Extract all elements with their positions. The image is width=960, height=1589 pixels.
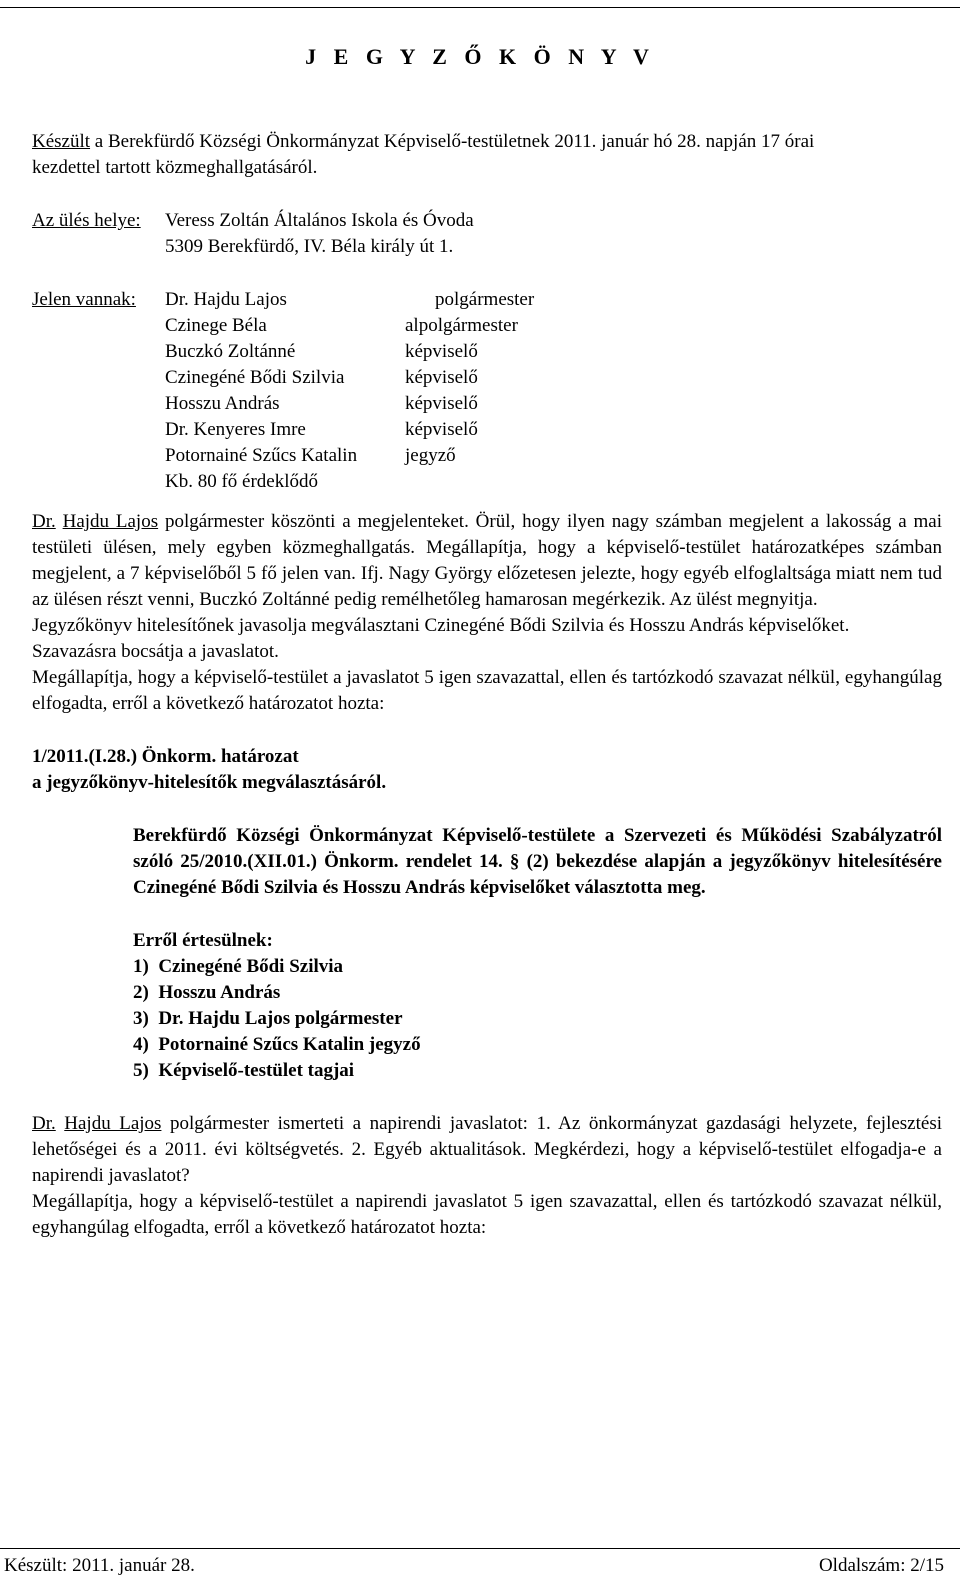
- document-title: J E G Y Z Ő K Ö N Y V: [305, 44, 655, 69]
- venue-label: Az ülés helye:: [32, 210, 141, 231]
- attendee-role: alpolgármester: [405, 315, 518, 336]
- attendee-name: Dr. Kenyeres Imre: [165, 419, 306, 440]
- attendee-role: képviselő: [405, 367, 478, 388]
- authenticator-proposal: Jegyzőkönyv hitelesítőnek javasolja megválasztani Czinegéné Bődi Szilvia és Hosszu András képviselőket.: [32, 615, 850, 636]
- attendees-label: Jelen vannak:: [32, 289, 136, 310]
- attendee-row: [32, 339, 942, 365]
- mayor-name: Hajdu Lajos: [64, 1113, 162, 1134]
- intro-text: a Berekfürdő Községi Önkormányzat Képviselő-testületnek 2011. január hó 28. napján 17 órai: [90, 131, 815, 152]
- attendee-row: [32, 313, 942, 339]
- attendee-row: [32, 391, 942, 417]
- resolution-number: 1/2011.(I.28.) Önkorm. határozat: [32, 746, 299, 767]
- venue-line-2: 5309 Berekfürdő, IV. Béla király út 1.: [165, 236, 454, 257]
- attendee-role: képviselő: [405, 419, 478, 440]
- agenda-text: polgármester ismerteti a napirendi javaslatot: 1. Az önkormányzat gazdasági helyzete, fejlesztési lehetőségei és a 2011. évi költségvetés. 2. Egyéb aktualitások. Megkérdezi, hogy a képviselő-testület elfogadja-e a napirendi javaslatot?: [32, 1113, 942, 1186]
- document-body: [32, 129, 942, 1241]
- attendee-name: Czinege Béla: [165, 315, 267, 336]
- attendees-table: [32, 287, 942, 495]
- attendee-name: Czinegéné Bődi Szilvia: [165, 367, 345, 388]
- notify-item: 5) Képviselő-testület tagjai: [133, 1060, 355, 1081]
- agenda-paragraph: [32, 1111, 942, 1189]
- attendee-row: [32, 469, 942, 495]
- attendee-role: jegyző: [405, 445, 456, 466]
- attendee-role: képviselő: [405, 393, 478, 414]
- page-number: Oldalszám: 2/15: [818, 1555, 944, 1576]
- attendee-role: polgármester: [435, 289, 535, 310]
- attendee-row: [32, 365, 942, 391]
- mayor-title: Dr.: [32, 511, 56, 532]
- vote-call: Szavazásra bocsátja a javaslatot.: [32, 641, 279, 662]
- intro-line-1: [32, 129, 942, 155]
- attendee-row: [32, 287, 942, 313]
- attendee-name: Kb. 80 fő érdeklődő: [165, 471, 319, 492]
- attendee-row: [32, 417, 942, 443]
- notify-item: 4) Potornainé Szűcs Katalin jegyző: [133, 1034, 421, 1055]
- venue-line-1: Veress Zoltán Általános Iskola és Óvoda: [165, 210, 474, 231]
- intro-line-2: kezdettel tartott közmeghallgatásáról.: [32, 157, 318, 178]
- attendee-name: Buczkó Zoltánné: [165, 341, 296, 362]
- footer-rule: [0, 1548, 960, 1549]
- resolution-body: Berekfürdő Községi Önkormányzat Képviselő-testülete a Szervezeti és Működési Szabályzatról szóló 25/2010.(XII.01.) Önkorm. rendelet 14. § (2) bekezdése alapján a jegyzőkönyv hitelesítésére Czinegéné Bődi Szilvia és Hosszu András képviselőket választotta meg.: [133, 825, 942, 898]
- mayor-name: Hajdu Lajos: [62, 511, 159, 532]
- attendee-name: Hosszu András: [165, 393, 280, 414]
- attendee-row: [32, 443, 942, 469]
- opening-text: polgármester köszönti a megjelenteket. Örül, hogy ilyen nagy számban megjelent a lakosság a mai testületi ülésen, mely egyben közmeghallgatás. Megállapítja, hogy a képviselő-testület határozatképes számban megjelent, a 7 képviselőből 5 fő jelen van. Ifj. Nagy György előzetesen jelezte, hogy egyéb elfoglaltsága miatt nem tud az ülésen részt venni, Buczkó Zoltánné pedig remélhetőleg hamarosan megérkezik. Az ülést megnyitja.: [32, 511, 942, 610]
- resolution-subject: a jegyzőkönyv-hitelesítők megválasztásáról.: [32, 772, 387, 793]
- attendee-role: képviselő: [405, 341, 478, 362]
- agenda-vote-result: Megállapítja, hogy a képviselő-testület a napirendi javaslatot 5 igen szavazattal, ellen és tartózkodó szavazat nélkül, egyhangúlag elfogadta, erről a következő határozatot hozta:: [32, 1191, 942, 1238]
- notify-item: 2) Hosszu András: [133, 982, 281, 1003]
- mayor-title: Dr.: [32, 1113, 56, 1134]
- attendee-name: Dr. Hajdu Lajos: [165, 289, 287, 310]
- notify-label: Erről értesülnek:: [133, 930, 273, 951]
- top-rule: [0, 7, 960, 8]
- notify-list: [32, 928, 942, 1084]
- venue-row: [32, 208, 942, 234]
- attendee-name: Potornainé Szűcs Katalin: [165, 445, 358, 466]
- notify-item: 1) Czinegéné Bődi Szilvia: [133, 956, 344, 977]
- opening-paragraph: [32, 509, 942, 613]
- notify-item: 3) Dr. Hajdu Lajos polgármester: [133, 1008, 403, 1029]
- footer-date: Készült: 2011. január 28.: [4, 1555, 195, 1576]
- vote-result: Megállapítja, hogy a képviselő-testület a javaslatot 5 igen szavazattal, ellen és tartózkodó szavazat nélkül, egyhangúlag elfogadta, erről a következő határozatot hozta:: [32, 667, 942, 714]
- intro-label: Készült: [32, 131, 91, 152]
